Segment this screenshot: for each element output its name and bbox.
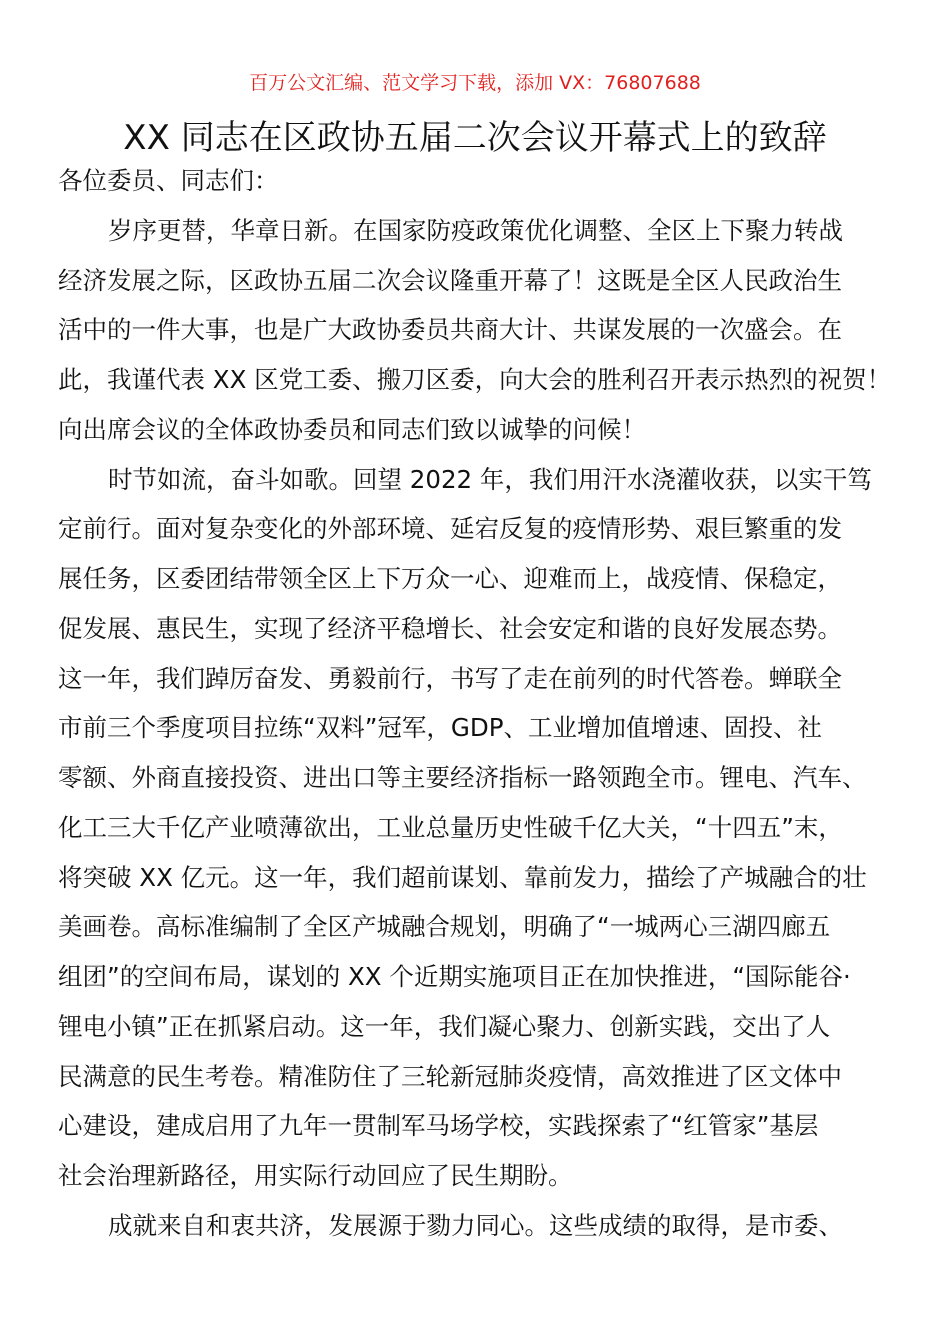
text-line: 此，我谨代表 XX 区党工委、搬刀区委，向大会的胜利召开表示热烈的祝贺！ xyxy=(58,365,892,394)
paragraph xyxy=(58,1201,918,1251)
text-line: 时节如流，奋斗如歌。回望 2022 年，我们用汗水浇灌收获，以实干笃 xyxy=(108,464,872,494)
text-line: 岁序更替，华章日新。在国家防疫政策优化调整、全区上下聚力转战 xyxy=(108,215,843,245)
text-line: 零额、外商直接投资、进出口等主要经济指标一路领跑全市。锂电、汽车、 xyxy=(58,763,867,792)
text-line: 成就来自和衷共济，发展源于勠力同心。这些成绩的取得，是市委、 xyxy=(108,1210,843,1240)
text-line: 市前三个季度项目拉练“双料”冠军，GDP、工业增加值增速、固投、社 xyxy=(58,713,823,743)
text-line: 民满意的民生考卷。精准防住了三轮新冠肺炎疫情，高效推进了区文体中 xyxy=(58,1061,842,1091)
text-line: 化工三大千亿产业喷薄欲出，工业总量历史性破千亿大关，“十四五”末， xyxy=(58,812,843,842)
document-body xyxy=(58,156,918,1251)
text-line: 将突破 XX 亿元。这一年，我们超前谋划、靠前发力，描绘了产城融合的壮 xyxy=(58,862,867,892)
paragraph xyxy=(58,455,918,1201)
text-line: 组团”的空间布局，谋划的 XX 个近期实施项目正在加快推进，“国际能谷· xyxy=(58,962,851,991)
text-line: 活中的一件大事，也是广大政协委员共商大计、共谋发展的一次盛会。在 xyxy=(58,315,842,345)
document-title: XX 同志在区政协五届二次会议开幕式上的致辞 xyxy=(123,118,827,158)
paragraph xyxy=(58,206,918,455)
text-line: 这一年，我们踔厉奋发、勇毅前行，书写了走在前列的时代答卷。蝉联全 xyxy=(58,663,842,693)
text-line: 向出席会议的全体政协委员和同志们致以诚挚的问候！ xyxy=(58,414,646,444)
text-line: 促发展、惠民生，实现了经济平稳增长、社会安定和谐的良好发展态势。 xyxy=(58,613,842,643)
watermark-header: 百万公文汇编、范文学习下载，添加 VX：76807688 xyxy=(249,72,701,94)
text-line: 定前行。面对复杂变化的外部环境、延宕反复的疫情形势、艰巨繁重的发 xyxy=(58,514,842,544)
text-line: 社会治理新路径，用实际行动回应了民生期盼。 xyxy=(58,1161,573,1190)
salutation: 各位委员、同志们： xyxy=(58,166,279,195)
text-line: 经济发展之际，区政协五届二次会议隆重开幕了！这既是全区人民政治生 xyxy=(58,265,842,295)
text-line: 锂电小镇”正在抓紧启动。这一年，我们凝心聚力、创新实践，交出了人 xyxy=(58,1011,831,1041)
text-line: 展任务，区委团结带领全区上下万众一心、迎难而上，战疫情、保稳定， xyxy=(58,564,842,593)
text-line: 心建设，建成启用了九年一贯制军马场学校，实践探索了“红管家”基层 xyxy=(58,1111,819,1141)
paragraphs xyxy=(58,206,918,1251)
text-line: 美画卷。高标准编制了全区产城融合规划，明确了“一城两心三湖四廊五 xyxy=(58,912,831,942)
